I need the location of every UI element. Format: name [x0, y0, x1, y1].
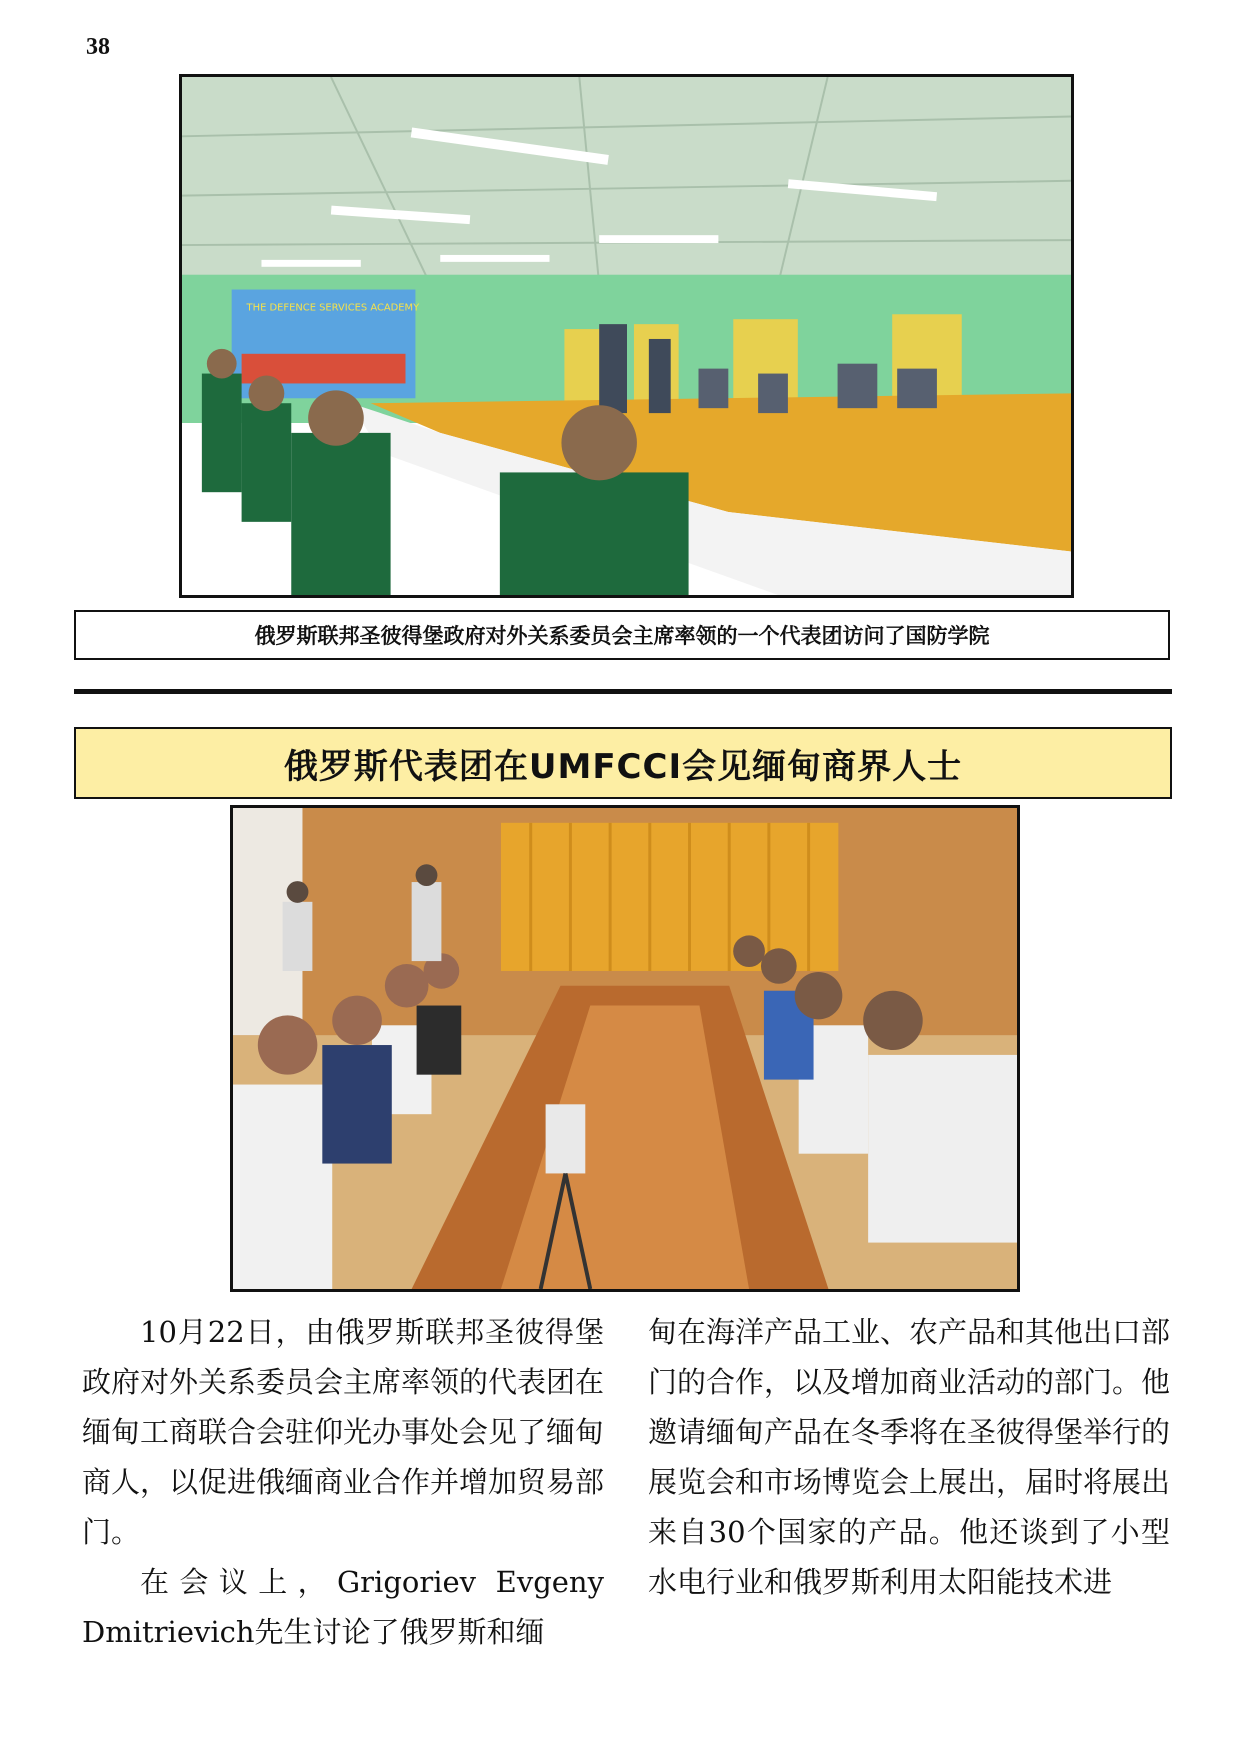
delegation-visit-photo	[179, 74, 1074, 598]
page-number: 38	[86, 34, 110, 60]
article-column-left	[82, 1307, 604, 1657]
section-divider	[74, 689, 1172, 694]
paragraph: 10月22日，由俄罗斯联邦圣彼得堡政府对外关系委员会主席率领的代表团在缅甸工商联合会驻仰光办事处会见了缅甸商人，以促进俄缅商业合作并增加贸易部门。	[82, 1315, 605, 1549]
paragraph: 在会议上，Grigoriev Evgeny Dmitrievich先生讨论了俄罗斯和缅	[82, 1565, 604, 1649]
paragraph: 甸在海洋产品工业、农产品和其他出口部门的合作，以及增加商业活动的部门。他邀请缅甸产品在冬季将在圣彼得堡举行的展览会和市场博览会上展出，届时将展出来自30个国家的产品。他还谈到了小型水电行业和俄罗斯利用太阳能技术进	[648, 1315, 1171, 1599]
umfcci-meeting-photo	[230, 805, 1020, 1292]
screen-text: THE DEFENCE SERVICES ACADEMY	[246, 302, 420, 314]
article-headline: 俄罗斯代表团在UMFCCI会见缅甸商界人士	[74, 727, 1172, 799]
article-column-right	[648, 1307, 1170, 1607]
top-photo-caption: 俄罗斯联邦圣彼得堡政府对外关系委员会主席率领的一个代表团访问了国防学院	[74, 610, 1170, 660]
